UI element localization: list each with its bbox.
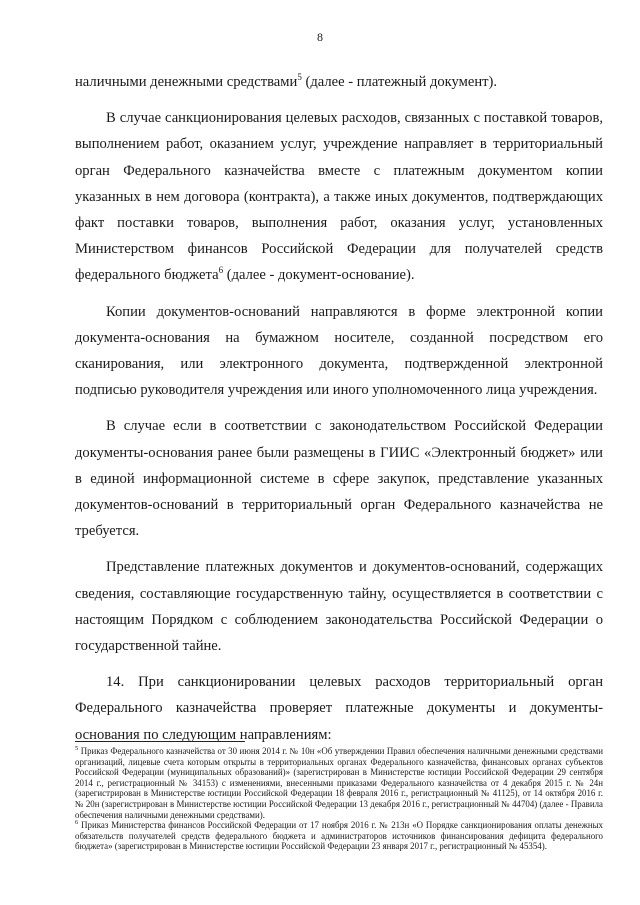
footnote-divider [75, 741, 245, 742]
page-number: 8 [317, 30, 323, 44]
paragraph-continuation [75, 69, 603, 95]
footnote [75, 746, 603, 820]
footnote-ref: 6 [218, 265, 224, 276]
paragraph-supporting-documents [75, 105, 603, 288]
footnote-mark: 5 [75, 745, 79, 753]
footnotes [75, 746, 603, 852]
paragraph-text: (далее - платежный документ). [301, 74, 498, 90]
paragraph-state-secret: Представление платежных документов и документов-оснований, содержащих сведения, составляющие государственную тайну, осуществляется в соответствии с настоящим Порядком с соблюдением законодательства Российской Федерации о государственной тайне. [75, 559, 603, 655]
paragraph-text: наличными денежными средствами [75, 74, 298, 90]
footnote-text: Приказ Федерального казначейства от 30 июня 2014 г. № 10н «Об утверждении Правил обеспечения наличными денежными средствами организаций, лицевые счета которым открыты в территориальных органах Федерального казначейства, финансовых органах субъектов Российской Федерации (муниципальных образований)» (зарегистрирован в Министерстве юстиции Российской Федерации 29 сентября 2014 г., регистрационный № 34153) с изменениями, внесенными приказами Федерального казначейства от 4 декабря 2015 г. № 24н (зарегистрирован в Министерстве юстиции Российской Федерации 18 февраля 2016 г., регистрационный № 41125), от 14 октября 2016 г. № 20н (зарегистрирован в Министерстве юстиции Российской Федерации 13 декабря 2016 г., регистрационный № 44704) (далее - Правила обеспечения наличными денежными средствами). [75, 746, 603, 820]
paragraph-giis: В случае если в соответствии с законодательством Российской Федерации документы-основания ранее были размещены в ГИИС «Электронный бюджет» или в единой информационной системе в сфере закупок, представление указанных документов-оснований в территориальный орган Федерального казначейства не требуется. [75, 418, 603, 540]
paragraph-text: (далее - документ-основание). [223, 267, 415, 284]
footnote-text: Приказ Министерства финансов Российской Федерации от 17 ноября 2016 г. № 213н «О Порядке санкционирования оплаты денежных обязательств получателей средств федерального бюджета и администраторов источников финансирования дефицита федерального бюджета» (зарегистрирован в Министерстве юстиции Российской Федерации 23 января 2017 г., регистрационный № 45354). [75, 820, 603, 852]
footnote [75, 820, 603, 852]
paragraph-text: В случае санкционирования целевых расходов, связанных с поставкой товаров, выполнением работ, оказанием услуг, учреждение направляет в территориальный орган Федерального казначейства вместе с платежным документом копии указанных в нем договора (контракта), а также иных документов, подтверждающих факт поставки товаров, выполнения работ, оказания услуг, установленных Министерством финансов Российской Федерации для получателей средств федерального бюджета [75, 110, 603, 284]
paragraph-electronic-copies: Копии документов-оснований направляются в форме электронной копии документа-основания на бумажном носителе, созданной посредством его сканирования, или электронного документа, подтвержденной электронной подписью руководителя учреждения или иного уполномоченного лица учреждения. [75, 303, 603, 399]
paragraph-clause-14: 14. При санкционировании целевых расходов территориальный орган Федерального казначейства проверяет платежные документы и документы-основания по следующим направлениям: [75, 674, 603, 743]
footnote-ref: 5 [297, 72, 302, 83]
body-text [75, 69, 603, 754]
footnote-mark: 6 [75, 819, 79, 827]
